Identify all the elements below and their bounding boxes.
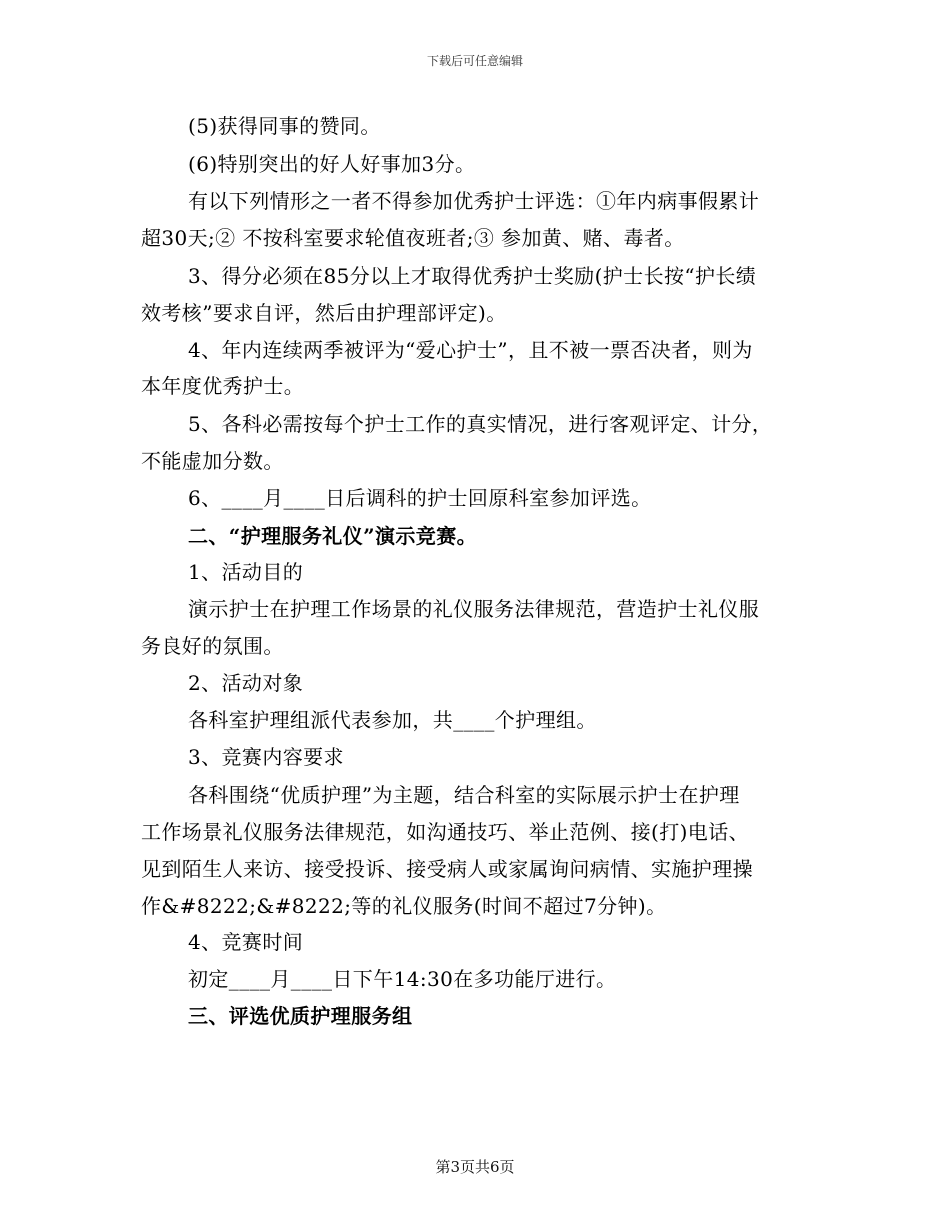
text-line: 各科室护理组派代表参加，共____个护理组。 bbox=[188, 708, 597, 732]
text-line: 工作场景礼仪服务法律规范，如沟通技巧、举止范例、接(打)电话、 bbox=[141, 820, 750, 844]
text-line: 有以下列情形之一者不得参加优秀护士评选：①年内病事假累计 bbox=[188, 189, 760, 213]
section-heading: 三、评选优质护理服务组 bbox=[188, 1004, 413, 1028]
subsection-heading: 3、竞赛内容要求 bbox=[188, 745, 344, 769]
subsection-heading: 1、活动目的 bbox=[188, 560, 304, 584]
subsection-heading: 2、活动对象 bbox=[188, 671, 304, 695]
text-line: 3、得分必须在85分以上才取得优秀护士奖励(护士长按“护长绩 bbox=[188, 264, 757, 288]
text-line: 作&#8222;&#8222;等的礼仪服务(时间不超过7分钟)。 bbox=[141, 894, 667, 918]
section-heading: 二、“护理服务礼仪”演示竞赛。 bbox=[188, 524, 478, 548]
text-line: 初定____月____日下午14:30在多功能厅进行。 bbox=[188, 967, 617, 991]
text-line: 各科围绕“优质护理”为主题，结合科室的实际展示护士在护理 bbox=[188, 783, 740, 807]
page-number: 第3页共6页 bbox=[435, 1158, 515, 1176]
text-line: 不能虚加分数。 bbox=[141, 449, 284, 473]
text-line: 效考核”要求自评，然后由护理部评定)。 bbox=[141, 301, 507, 325]
text-line: 超30天;② 不按科室要求轮值夜班者;③ 参加黄、赌、毒者。 bbox=[141, 226, 685, 250]
subsection-heading: 4、竞赛时间 bbox=[188, 930, 304, 954]
text-line: 4、年内连续两季被评为“爱心护士”，且不被一票否决者，则为 bbox=[188, 338, 753, 362]
text-line: 5、各科必需按每个护士工作的真实情况，进行客观评定、计分， bbox=[188, 412, 773, 436]
text-line: (6)特别突出的好人好事加3分。 bbox=[188, 152, 476, 176]
page-header: 下载后可任意编辑 bbox=[426, 54, 523, 68]
text-line: 见到陌生人来访、接受投诉、接受病人或家属询问病情、实施护理操 bbox=[141, 857, 753, 881]
text-line: 演示护士在护理工作场景的礼仪服务法律规范，营造护士礼仪服 bbox=[188, 597, 760, 621]
text-line: 本年度优秀护士。 bbox=[141, 374, 305, 398]
text-line: 6、____月____日后调科的护士回原科室参加评选。 bbox=[188, 486, 652, 510]
text-line: (5)获得同事的赞同。 bbox=[188, 114, 381, 138]
text-line: 务良好的氛围。 bbox=[141, 634, 284, 658]
